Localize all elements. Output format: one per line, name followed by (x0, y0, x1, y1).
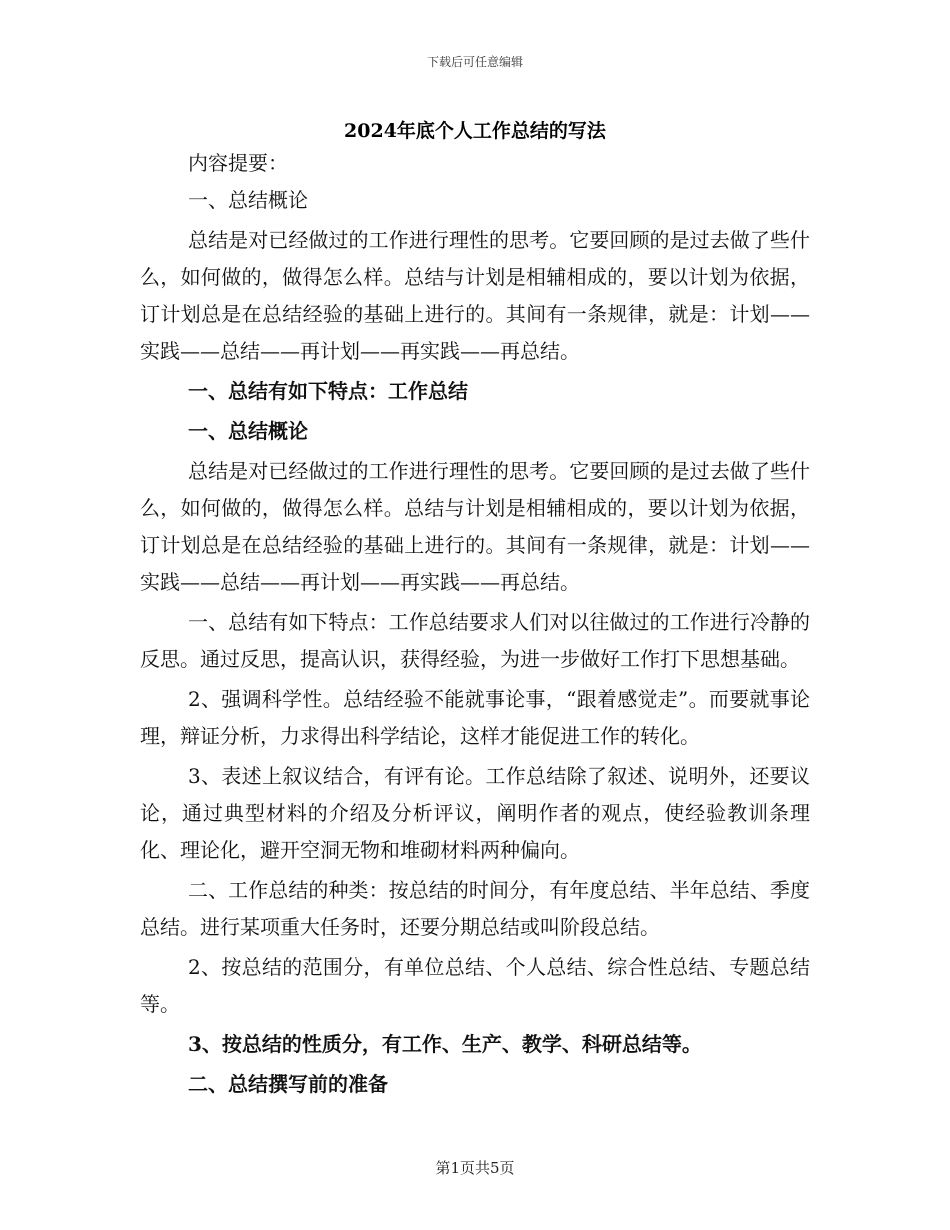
paragraph-body: 2、强调科学性。总结经验不能就事论事，“跟着感觉走”。而要就事论理，辩证分析，力求得出科学结论，这样才能促进工作的转化。 (140, 687, 810, 748)
page-footer: 第1页共5页 (435, 1159, 515, 1177)
paragraph-bold-heading: 一、总结有如下特点：工作总结 (188, 379, 468, 403)
paragraph-body: 总结是对已经做过的工作进行理性的思考。它要回顾的是过去做了些什么，如何做的，做得怎么样。总结与计划是相辅相成的，要以计划为依据，订计划总是在总结经验的基础上进行的。其间有一条规律，就是：计划——实践——总结——再计划——再实践——再总结。 (140, 459, 810, 594)
header-note: 下载后可任意编辑 (426, 55, 523, 69)
paragraph-body: 二、工作总结的种类：按总结的时间分，有年度总结、半年总结、季度总结。进行某项重大任务时，还要分期总结或叫阶段总结。 (140, 878, 810, 939)
paragraph-body: 2、按总结的范围分，有单位总结、个人总结、综合性总结、专题总结等。 (140, 955, 810, 1016)
paragraph-bold-heading: 一、总结概论 (188, 419, 308, 443)
document-title: 2024年底个人工作总结的写法 (344, 120, 606, 142)
paragraph-body: 一、总结有如下特点：工作总结要求人们对以往做过的工作进行冷静的反思。通过反思，提高认识，获得经验，为进一步做好工作打下思想基础。 (140, 610, 810, 671)
paragraph-body: 总结是对已经做过的工作进行理性的思考。它要回顾的是过去做了些什么，如何做的，做得怎么样。总结与计划是相辅相成的，要以计划为依据，订计划总是在总结经验的基础上进行的。其间有一条规律，就是：计划——实践——总结——再计划——再实践——再总结。 (140, 228, 810, 363)
paragraph-body: 3、表述上叙议结合，有评有论。工作总结除了叙述、说明外，还要议论，通过典型材料的介绍及分析评议，阐明作者的观点，使经验教训条理化、理论化，避开空洞无物和堆砌材料两种偏向。 (140, 764, 810, 862)
document-body (140, 145, 810, 1103)
paragraph-summary-label: 内容提要： (188, 151, 288, 175)
paragraph-bold-heading: 3、按总结的性质分，有工作、生产、教学、科研总结等。 (188, 1032, 702, 1056)
paragraph-bold-heading: 二、总结撰写前的准备 (188, 1072, 388, 1096)
paragraph-section-heading: 一、总结概论 (188, 188, 308, 212)
